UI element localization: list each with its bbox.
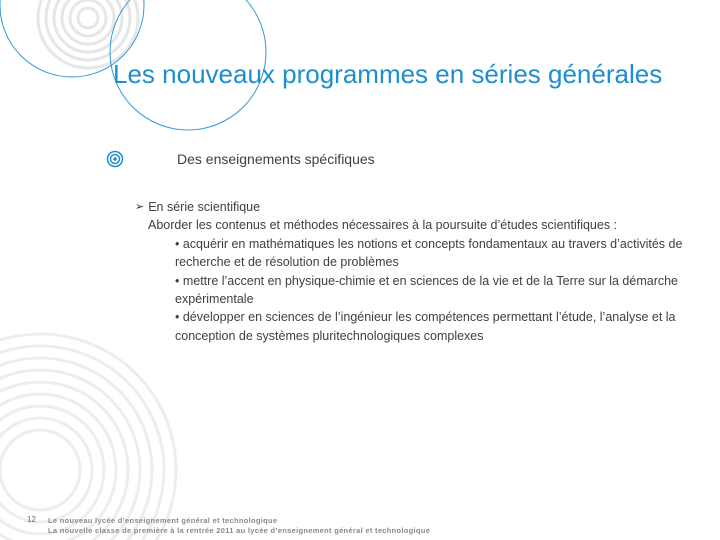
footer-line-2: La nouvelle classe de première à la rentrée 2011 au lycée d’enseignement général et technologique — [48, 526, 431, 535]
page-number: 12 — [27, 515, 36, 524]
slide-body — [135, 198, 695, 345]
target-circle-icon — [106, 150, 124, 168]
bullet-heading — [135, 198, 695, 216]
list-item: • développer en sciences de l’ingénieur les compétences permettant l’étude, l’analyse et la conception de systèmes pluritechnologiques complexes — [175, 310, 676, 343]
slide-subtitle: Des enseignements spécifiques — [177, 151, 375, 167]
list-item: • acquérir en mathématiques les notions et concepts fondamentaux au travers d’activités de recherche et de résolution de problèmes — [175, 236, 683, 270]
sub-item-list — [175, 235, 695, 345]
bullet-heading-text: En série scientifique — [148, 200, 261, 214]
footer-line-1: Le nouveau lycée d’enseignement général et technologique — [48, 516, 278, 525]
list-item: • mettre l’accent en physique-chimie et en sciences de la vie et de la Terre sur la démarche expérimentale — [175, 273, 679, 307]
slide-title: Les nouveaux programmes en séries générales — [113, 59, 663, 89]
intro-text: Aborder les contenus et méthodes nécessaires à la poursuite d’études scientifiques : — [148, 218, 618, 233]
arrow-bullet-icon: ➢ — [135, 201, 145, 213]
